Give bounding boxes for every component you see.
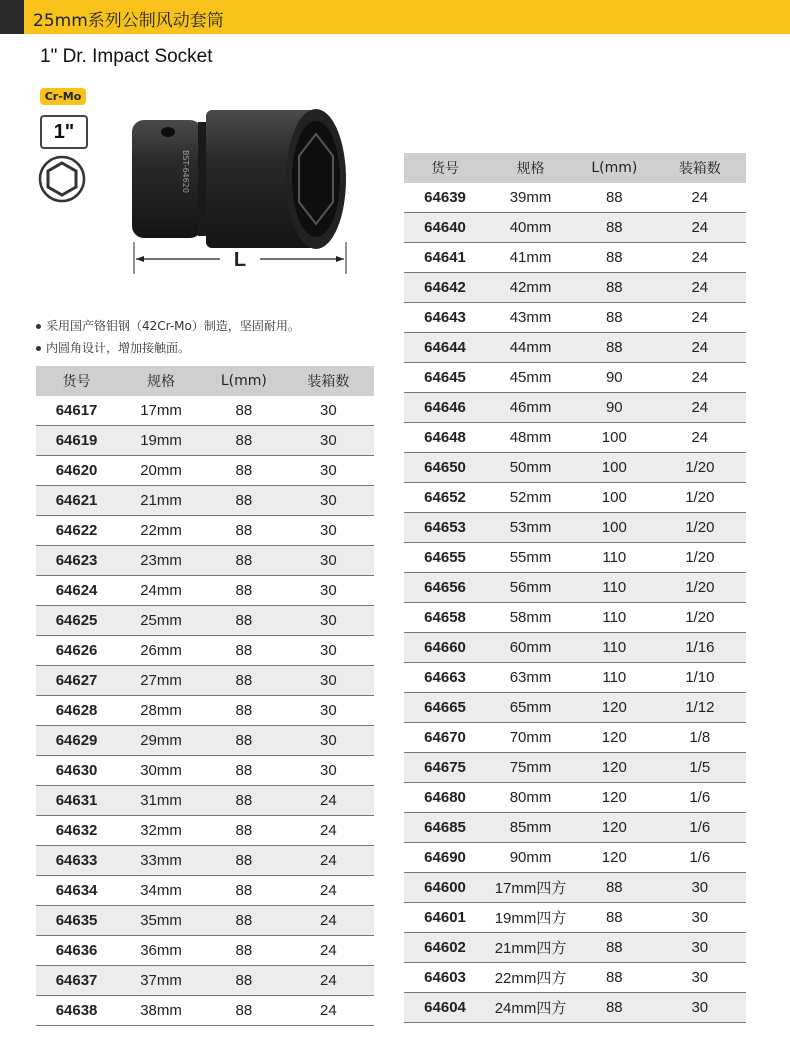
cell-code: 64644 xyxy=(404,333,486,363)
cell-length: 88 xyxy=(205,666,283,696)
cell-code: 64690 xyxy=(404,843,486,873)
cell-length: 88 xyxy=(575,303,654,333)
cell-size: 31mm xyxy=(117,786,205,816)
cell-code: 64600 xyxy=(404,873,486,903)
cell-length: 88 xyxy=(205,756,283,786)
cell-size: 56mm xyxy=(486,573,575,603)
cell-box: 24 xyxy=(654,183,746,213)
cell-size: 33mm xyxy=(117,846,205,876)
feature-notes xyxy=(36,315,300,359)
table-row xyxy=(404,183,746,213)
cell-code: 64626 xyxy=(36,636,117,666)
cell-box: 1/6 xyxy=(654,813,746,843)
header-size: 规格 xyxy=(117,366,205,396)
cell-length: 88 xyxy=(575,183,654,213)
cell-length: 110 xyxy=(575,633,654,663)
header-code: 货号 xyxy=(404,153,486,183)
cell-box: 1/20 xyxy=(654,483,746,513)
header-box: 装箱数 xyxy=(654,153,746,183)
cell-length: 88 xyxy=(205,996,283,1026)
cell-code: 64604 xyxy=(404,993,486,1023)
header-length: L(mm) xyxy=(575,153,654,183)
cell-size: 28mm xyxy=(117,696,205,726)
cell-length: 88 xyxy=(205,486,283,516)
table-row xyxy=(404,963,746,993)
table-row xyxy=(36,636,374,666)
cell-code: 64658 xyxy=(404,603,486,633)
page-title: 25mm系列公制风动套筒 xyxy=(33,11,224,31)
table-header-row xyxy=(36,366,374,396)
cell-length: 88 xyxy=(575,963,654,993)
cell-length: 88 xyxy=(575,273,654,303)
cell-box: 30 xyxy=(283,546,374,576)
cell-box: 24 xyxy=(654,213,746,243)
table-row xyxy=(36,846,374,876)
cell-box: 1/12 xyxy=(654,693,746,723)
cell-code: 64643 xyxy=(404,303,486,333)
cell-size: 22mm四方 xyxy=(486,963,575,993)
cell-code: 64640 xyxy=(404,213,486,243)
table-row xyxy=(36,546,374,576)
cell-length: 88 xyxy=(205,816,283,846)
cell-code: 64645 xyxy=(404,363,486,393)
table-row xyxy=(36,906,374,936)
table-row xyxy=(404,723,746,753)
cell-code: 64629 xyxy=(36,726,117,756)
cell-box: 1/20 xyxy=(654,513,746,543)
cell-box: 30 xyxy=(654,903,746,933)
cell-code: 64685 xyxy=(404,813,486,843)
cell-size: 52mm xyxy=(486,483,575,513)
cell-size: 37mm xyxy=(117,966,205,996)
cell-size: 36mm xyxy=(117,936,205,966)
cell-length: 88 xyxy=(575,933,654,963)
cell-size: 32mm xyxy=(117,816,205,846)
cell-code: 64630 xyxy=(36,756,117,786)
cell-size: 19mm xyxy=(117,426,205,456)
cell-length: 88 xyxy=(205,846,283,876)
cell-size: 70mm xyxy=(486,723,575,753)
cell-length: 88 xyxy=(205,966,283,996)
table-row xyxy=(404,933,746,963)
cell-box: 30 xyxy=(654,963,746,993)
table-row xyxy=(404,273,746,303)
cell-length: 88 xyxy=(205,726,283,756)
cell-code: 64634 xyxy=(36,876,117,906)
cell-length: 88 xyxy=(205,606,283,636)
cell-length: 88 xyxy=(205,516,283,546)
table-row xyxy=(36,726,374,756)
cell-size: 17mm xyxy=(117,396,205,426)
cell-code: 64653 xyxy=(404,513,486,543)
cell-box: 1/20 xyxy=(654,573,746,603)
cell-length: 88 xyxy=(205,696,283,726)
header-code: 货号 xyxy=(36,366,117,396)
cell-size: 19mm四方 xyxy=(486,903,575,933)
cell-code: 64675 xyxy=(404,753,486,783)
cell-code: 64627 xyxy=(36,666,117,696)
page-subtitle: 1" Dr. Impact Socket xyxy=(40,46,213,67)
cell-code: 64656 xyxy=(404,573,486,603)
table-row xyxy=(36,516,374,546)
table-row xyxy=(36,756,374,786)
cell-size: 80mm xyxy=(486,783,575,813)
svg-text:BST-64620: BST-64620 xyxy=(181,150,190,193)
cell-size: 45mm xyxy=(486,363,575,393)
cell-length: 120 xyxy=(575,693,654,723)
cell-code: 64622 xyxy=(36,516,117,546)
note-item xyxy=(36,315,300,337)
header-size: 规格 xyxy=(486,153,575,183)
table-row xyxy=(404,753,746,783)
table-row xyxy=(404,633,746,663)
cell-code: 64646 xyxy=(404,393,486,423)
cell-box: 24 xyxy=(654,333,746,363)
table-row xyxy=(36,876,374,906)
note-text: 内圆角设计，增加接触面。 xyxy=(46,341,191,355)
cell-code: 64619 xyxy=(36,426,117,456)
cell-box: 1/20 xyxy=(654,603,746,633)
material-badge: Cr-Mo xyxy=(40,88,86,105)
table-row xyxy=(404,693,746,723)
cell-box: 30 xyxy=(283,756,374,786)
cell-box: 30 xyxy=(283,636,374,666)
table-row xyxy=(36,816,374,846)
cell-size: 46mm xyxy=(486,393,575,423)
cell-code: 64655 xyxy=(404,543,486,573)
cell-code: 64635 xyxy=(36,906,117,936)
product-image xyxy=(128,102,354,278)
cell-box: 30 xyxy=(283,576,374,606)
cell-box: 24 xyxy=(283,936,374,966)
cell-code: 64670 xyxy=(404,723,486,753)
cell-box: 30 xyxy=(283,456,374,486)
cell-code: 64680 xyxy=(404,783,486,813)
table-row xyxy=(404,603,746,633)
cell-size: 24mm四方 xyxy=(486,993,575,1023)
title-banner xyxy=(0,0,790,34)
cell-box: 30 xyxy=(283,726,374,756)
cell-code: 64601 xyxy=(404,903,486,933)
cell-length: 88 xyxy=(205,426,283,456)
dimension-label: L xyxy=(233,249,247,271)
table-row xyxy=(404,783,746,813)
cell-code: 64631 xyxy=(36,786,117,816)
cell-box: 24 xyxy=(654,303,746,333)
cell-code: 64648 xyxy=(404,423,486,453)
cell-size: 53mm xyxy=(486,513,575,543)
cell-length: 88 xyxy=(205,396,283,426)
cell-size: 85mm xyxy=(486,813,575,843)
table-row xyxy=(404,993,746,1023)
cell-length: 120 xyxy=(575,843,654,873)
cell-size: 60mm xyxy=(486,633,575,663)
cell-box: 24 xyxy=(283,816,374,846)
table-row xyxy=(36,456,374,486)
cell-size: 39mm xyxy=(486,183,575,213)
cell-length: 120 xyxy=(575,753,654,783)
cell-length: 88 xyxy=(575,903,654,933)
table-row xyxy=(404,573,746,603)
table-row xyxy=(404,543,746,573)
cell-code: 64636 xyxy=(36,936,117,966)
table-row xyxy=(36,576,374,606)
cell-code: 64660 xyxy=(404,633,486,663)
table-row xyxy=(404,483,746,513)
drive-size-badge: 1" xyxy=(40,115,88,149)
cell-size: 44mm xyxy=(486,333,575,363)
cell-box: 1/20 xyxy=(654,453,746,483)
cell-code: 64652 xyxy=(404,483,486,513)
table-row xyxy=(36,786,374,816)
cell-length: 110 xyxy=(575,603,654,633)
cell-size: 35mm xyxy=(117,906,205,936)
note-item xyxy=(36,337,300,359)
cell-box: 1/20 xyxy=(654,543,746,573)
cell-code: 64617 xyxy=(36,396,117,426)
table-row xyxy=(36,936,374,966)
cell-code: 64633 xyxy=(36,846,117,876)
cell-length: 100 xyxy=(575,423,654,453)
cell-box: 30 xyxy=(283,516,374,546)
cell-length: 90 xyxy=(575,363,654,393)
cell-size: 40mm xyxy=(486,213,575,243)
cell-code: 64625 xyxy=(36,606,117,636)
cell-length: 88 xyxy=(205,636,283,666)
cell-size: 50mm xyxy=(486,453,575,483)
cell-length: 110 xyxy=(575,663,654,693)
table-row xyxy=(36,696,374,726)
table-row xyxy=(404,903,746,933)
cell-code: 64638 xyxy=(36,996,117,1026)
cell-length: 120 xyxy=(575,723,654,753)
cell-box: 24 xyxy=(654,243,746,273)
table-row xyxy=(404,873,746,903)
hexagon-icon xyxy=(38,155,86,203)
cell-code: 64628 xyxy=(36,696,117,726)
cell-length: 88 xyxy=(205,876,283,906)
cell-box: 24 xyxy=(283,966,374,996)
cell-length: 120 xyxy=(575,783,654,813)
table-row xyxy=(404,813,746,843)
table-row xyxy=(36,606,374,636)
table-row xyxy=(404,453,746,483)
banner-accent-tab xyxy=(0,0,24,34)
cell-size: 43mm xyxy=(486,303,575,333)
cell-size: 17mm四方 xyxy=(486,873,575,903)
cell-size: 23mm xyxy=(117,546,205,576)
table-row xyxy=(36,666,374,696)
cell-size: 21mm xyxy=(117,486,205,516)
cell-length: 88 xyxy=(205,936,283,966)
cell-box: 24 xyxy=(283,846,374,876)
cell-box: 24 xyxy=(654,393,746,423)
cell-size: 25mm xyxy=(117,606,205,636)
cell-box: 30 xyxy=(654,933,746,963)
cell-size: 34mm xyxy=(117,876,205,906)
cell-box: 24 xyxy=(283,996,374,1026)
cell-box: 1/6 xyxy=(654,843,746,873)
spec-table-left xyxy=(36,366,374,1026)
cell-box: 1/10 xyxy=(654,663,746,693)
cell-code: 64620 xyxy=(36,456,117,486)
cell-size: 38mm xyxy=(117,996,205,1026)
cell-length: 120 xyxy=(575,813,654,843)
table-row xyxy=(404,333,746,363)
cell-code: 64642 xyxy=(404,273,486,303)
cell-box: 24 xyxy=(654,423,746,453)
cell-box: 30 xyxy=(283,396,374,426)
cell-box: 30 xyxy=(283,606,374,636)
cell-code: 64603 xyxy=(404,963,486,993)
cell-code: 64637 xyxy=(36,966,117,996)
cell-code: 64639 xyxy=(404,183,486,213)
cell-box: 24 xyxy=(283,906,374,936)
cell-size: 90mm xyxy=(486,843,575,873)
cell-length: 110 xyxy=(575,573,654,603)
cell-size: 65mm xyxy=(486,693,575,723)
table-row xyxy=(36,396,374,426)
cell-box: 30 xyxy=(283,696,374,726)
cell-code: 64663 xyxy=(404,663,486,693)
cell-code: 64632 xyxy=(36,816,117,846)
cell-box: 30 xyxy=(654,993,746,1023)
cell-box: 30 xyxy=(283,486,374,516)
cell-length: 88 xyxy=(205,546,283,576)
cell-length: 100 xyxy=(575,483,654,513)
table-row xyxy=(36,966,374,996)
table-row xyxy=(404,423,746,453)
cell-size: 27mm xyxy=(117,666,205,696)
cell-code: 64623 xyxy=(36,546,117,576)
cell-size: 48mm xyxy=(486,423,575,453)
cell-length: 110 xyxy=(575,543,654,573)
cell-size: 22mm xyxy=(117,516,205,546)
cell-length: 100 xyxy=(575,513,654,543)
table-row xyxy=(36,486,374,516)
cell-length: 88 xyxy=(205,786,283,816)
cell-box: 30 xyxy=(283,666,374,696)
note-text: 采用国产铬钼钢（42Cr-Mo）制造，坚固耐用。 xyxy=(46,319,300,333)
cell-size: 63mm xyxy=(486,663,575,693)
cell-code: 64641 xyxy=(404,243,486,273)
cell-size: 20mm xyxy=(117,456,205,486)
cell-size: 75mm xyxy=(486,753,575,783)
header-box: 装箱数 xyxy=(283,366,374,396)
cell-size: 26mm xyxy=(117,636,205,666)
cell-size: 21mm四方 xyxy=(486,933,575,963)
cell-size: 58mm xyxy=(486,603,575,633)
cell-length: 90 xyxy=(575,393,654,423)
cell-length: 100 xyxy=(575,453,654,483)
cell-length: 88 xyxy=(575,873,654,903)
cell-size: 24mm xyxy=(117,576,205,606)
table-row xyxy=(36,996,374,1026)
spec-table-right xyxy=(404,153,746,1023)
cell-box: 1/16 xyxy=(654,633,746,663)
cell-size: 29mm xyxy=(117,726,205,756)
table-row xyxy=(36,426,374,456)
cell-code: 64621 xyxy=(36,486,117,516)
cell-code: 64650 xyxy=(404,453,486,483)
cell-size: 41mm xyxy=(486,243,575,273)
cell-length: 88 xyxy=(205,906,283,936)
cell-length: 88 xyxy=(205,576,283,606)
cell-box: 24 xyxy=(283,786,374,816)
cell-box: 30 xyxy=(283,426,374,456)
cell-code: 64602 xyxy=(404,933,486,963)
cell-code: 64624 xyxy=(36,576,117,606)
cell-length: 88 xyxy=(575,333,654,363)
cell-box: 24 xyxy=(654,363,746,393)
table-row xyxy=(404,393,746,423)
cell-code: 64665 xyxy=(404,693,486,723)
table-row xyxy=(404,843,746,873)
cell-box: 1/6 xyxy=(654,783,746,813)
table-row xyxy=(404,303,746,333)
cell-box: 24 xyxy=(654,273,746,303)
cell-length: 88 xyxy=(575,243,654,273)
cell-size: 42mm xyxy=(486,273,575,303)
cell-box: 1/5 xyxy=(654,753,746,783)
header-length: L(mm) xyxy=(205,366,283,396)
cell-length: 88 xyxy=(575,993,654,1023)
table-header-row xyxy=(404,153,746,183)
table-row xyxy=(404,513,746,543)
table-row xyxy=(404,363,746,393)
table-row xyxy=(404,663,746,693)
cell-size: 30mm xyxy=(117,756,205,786)
cell-length: 88 xyxy=(205,456,283,486)
cell-box: 1/8 xyxy=(654,723,746,753)
cell-size: 55mm xyxy=(486,543,575,573)
cell-box: 24 xyxy=(283,876,374,906)
table-row xyxy=(404,243,746,273)
cell-length: 88 xyxy=(575,213,654,243)
cell-box: 30 xyxy=(654,873,746,903)
table-row xyxy=(404,213,746,243)
